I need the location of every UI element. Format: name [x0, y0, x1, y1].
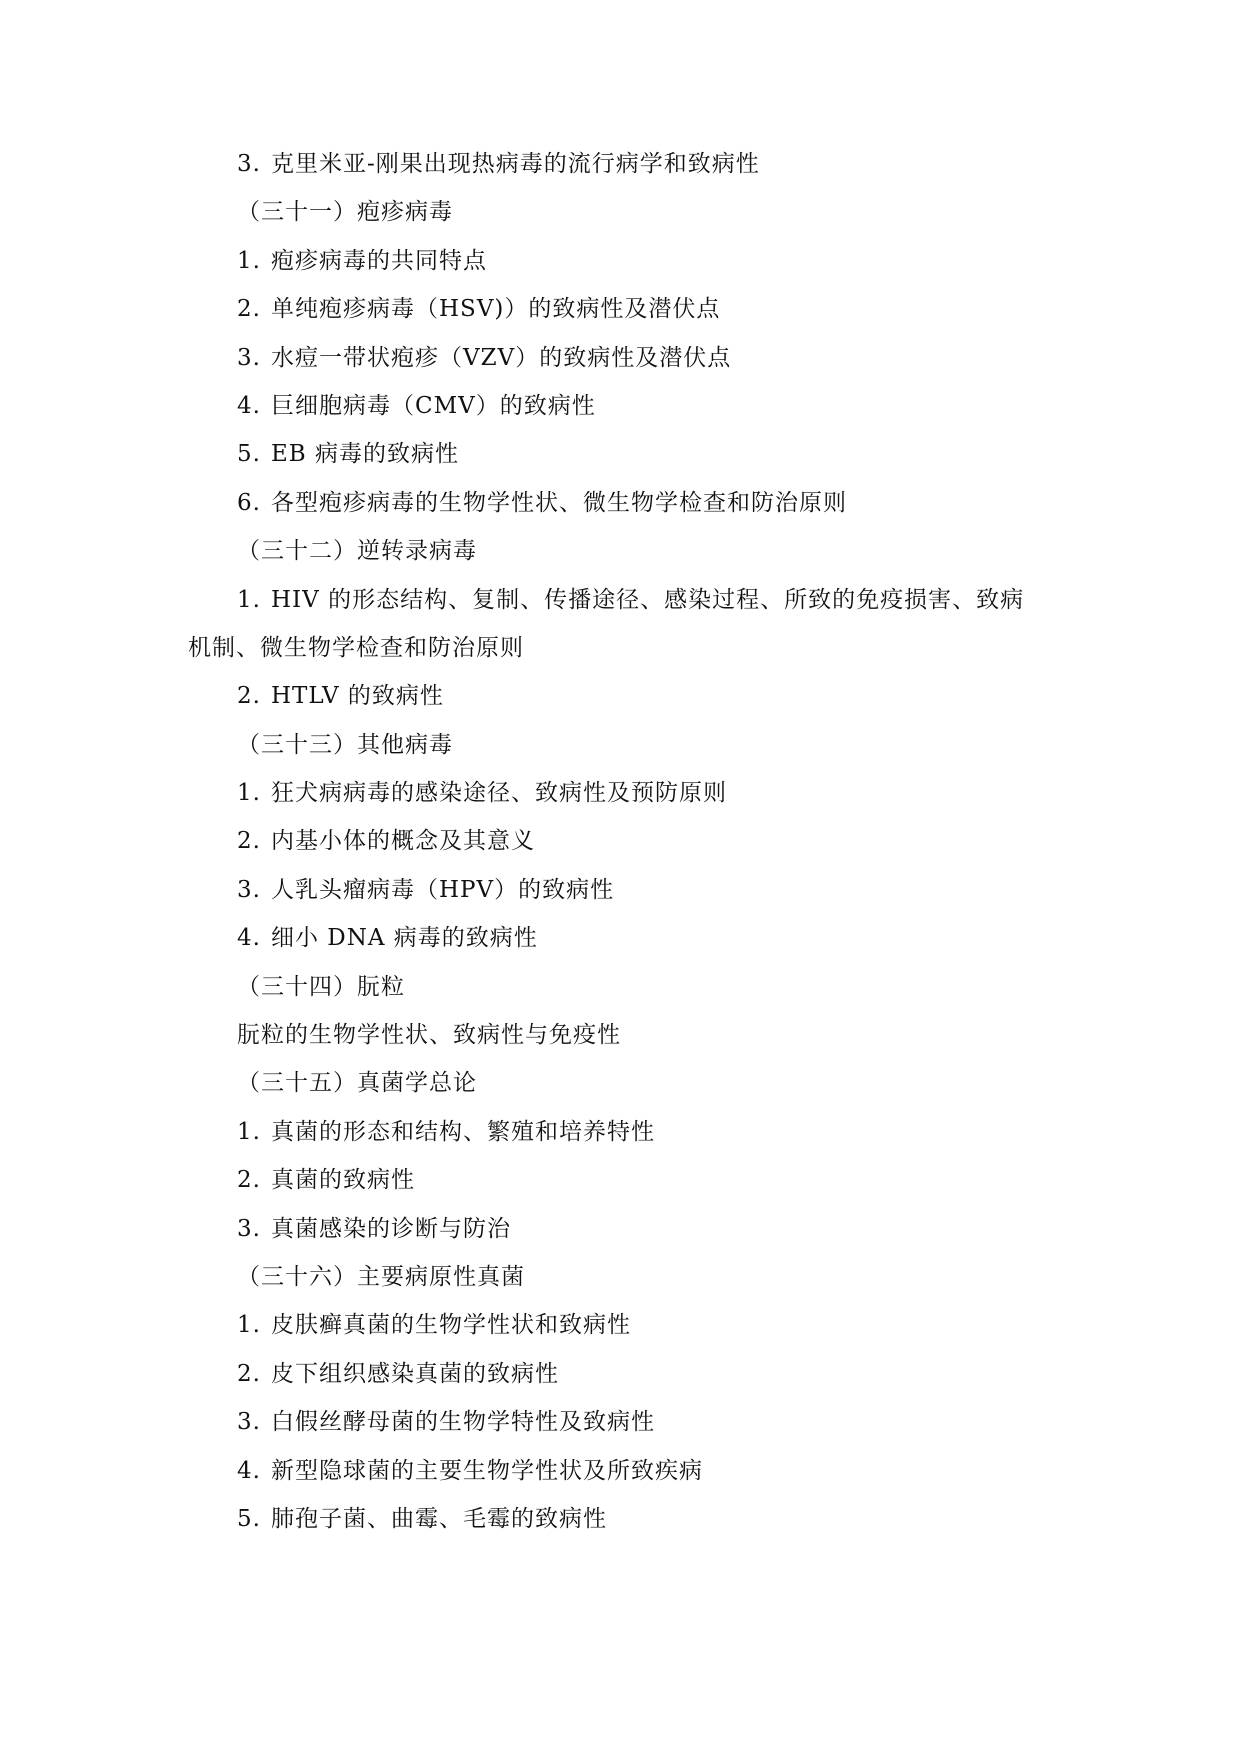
item-text: 疱疹病毒的共同特点	[271, 247, 487, 274]
list-item	[188, 1301, 1068, 1349]
section-heading: （三十六）主要病原性真菌	[237, 1263, 525, 1290]
list-item	[188, 866, 1068, 914]
item-text: 人乳头瘤病毒（HPV）的致病性	[271, 876, 615, 903]
item-number: 5.	[237, 1505, 261, 1532]
item-number: 3.	[237, 344, 261, 371]
item-text: 巨细胞病毒（CMV）的致病性	[271, 392, 596, 419]
list-item	[188, 237, 1068, 285]
list-item	[188, 1205, 1068, 1253]
list-item	[188, 1398, 1068, 1446]
item-text: HTLV 的致病性	[271, 683, 444, 710]
item-number: 4.	[237, 1457, 261, 1484]
section-heading: （三十二）逆转录病毒	[237, 538, 477, 565]
paragraph: 朊粒的生物学性状、致病性与免疫性	[237, 1022, 621, 1049]
item-number: 5.	[237, 441, 261, 468]
list-item	[188, 672, 1068, 720]
item-text: 各型疱疹病毒的生物学性状、微生物学检查和防治原则	[271, 489, 847, 516]
item-text: 皮肤癣真菌的生物学性状和致病性	[271, 1312, 631, 1339]
list-item	[188, 334, 1068, 382]
item-number: 3.	[237, 1409, 261, 1436]
section-heading: （三十五）真菌学总论	[237, 1070, 477, 1097]
item-number: 1.	[237, 1312, 261, 1339]
list-item	[188, 285, 1068, 333]
list-item	[188, 1156, 1068, 1204]
item-text: 水痘一带状疱疹（VZV）的致病性及潜伏点	[271, 344, 732, 371]
item-text: 真菌感染的诊断与防治	[271, 1215, 511, 1242]
item-text: 内基小体的概念及其意义	[271, 828, 535, 855]
item-number: 2.	[237, 683, 261, 710]
item-number: 3.	[237, 151, 261, 177]
item-text: EB 病毒的致病性	[271, 441, 460, 468]
item-text: 细小 DNA 病毒的致病性	[271, 925, 538, 952]
item-text: HIV 的形态结构、复制、传播途径、感染过程、所致的免疫损害、致病	[271, 586, 1025, 613]
item-text: 新型隐球菌的主要生物学性状及所致疾病	[271, 1457, 703, 1484]
item-text: 真菌的致病性	[271, 1167, 415, 1194]
section-heading: （三十四）朊粒	[237, 973, 405, 1000]
item-text: 克里米亚-刚果出现热病毒的流行病学和致病性	[271, 151, 760, 177]
item-number: 3.	[237, 876, 261, 903]
list-item	[188, 1495, 1068, 1543]
section-heading: （三十一）疱疹病毒	[237, 199, 453, 226]
item-number: 2.	[237, 296, 261, 323]
list-item	[188, 769, 1068, 817]
item-number: 1.	[237, 1118, 261, 1145]
list-item	[188, 140, 1068, 188]
item-number: 2.	[237, 1167, 261, 1194]
list-item	[188, 576, 1068, 624]
item-text: 皮下组织感染真菌的致病性	[271, 1360, 559, 1387]
item-number: 1.	[237, 247, 261, 274]
list-item	[188, 1350, 1068, 1398]
list-item	[188, 382, 1068, 430]
item-text: 白假丝酵母菌的生物学特性及致病性	[271, 1409, 655, 1436]
item-number: 2.	[237, 1360, 261, 1387]
list-item-continuation: 机制、微生物学检查和防治原则	[188, 634, 524, 661]
list-item	[188, 817, 1068, 865]
item-number: 4.	[237, 925, 261, 952]
document-body	[188, 140, 1068, 1543]
list-item	[188, 1447, 1068, 1495]
item-number: 3.	[237, 1215, 261, 1242]
item-text: 真菌的形态和结构、繁殖和培养特性	[271, 1118, 655, 1145]
list-item	[188, 914, 1068, 962]
list-item	[188, 430, 1068, 478]
item-number: 1.	[237, 780, 261, 807]
item-number: 4.	[237, 392, 261, 419]
item-number: 2.	[237, 828, 261, 855]
item-text: 狂犬病病毒的感染途径、致病性及预防原则	[271, 780, 727, 807]
list-item	[188, 479, 1068, 527]
list-item	[188, 1108, 1068, 1156]
item-text: 肺孢子菌、曲霉、毛霉的致病性	[271, 1505, 607, 1532]
item-number: 6.	[237, 489, 261, 516]
section-heading: （三十三）其他病毒	[237, 731, 453, 758]
item-text: 单纯疱疹病毒（HSV)）的致病性及潜伏点	[271, 296, 721, 323]
item-number: 1.	[237, 586, 261, 613]
